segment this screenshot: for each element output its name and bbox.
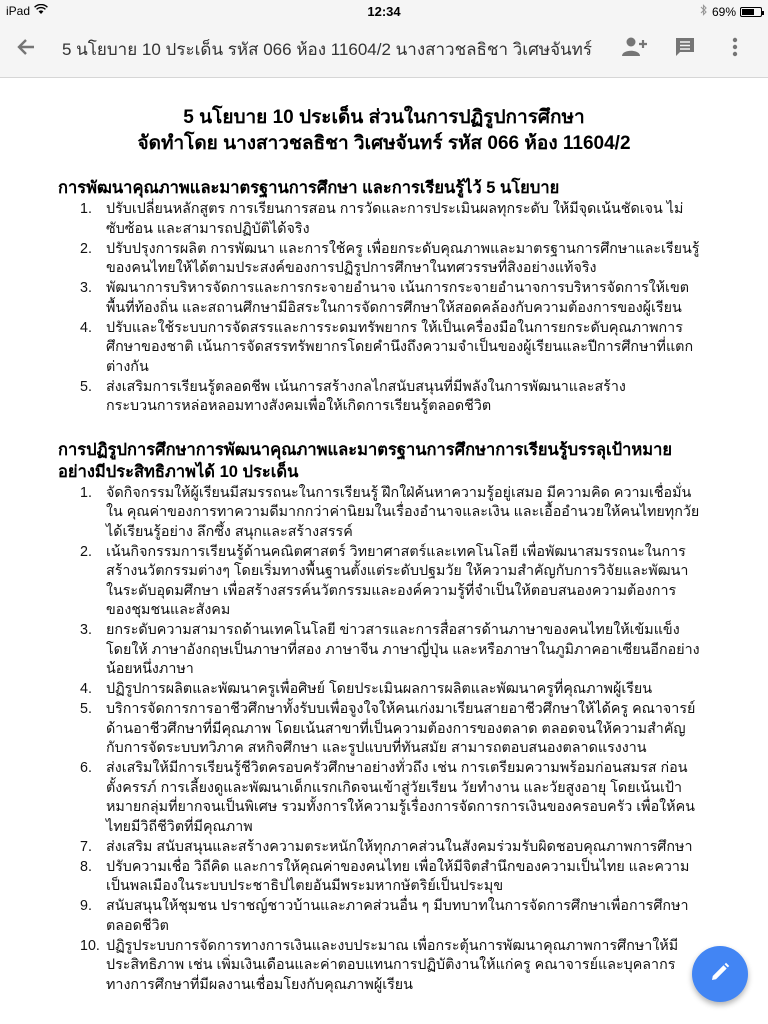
list-item-number: 3. <box>80 280 92 296</box>
edit-fab-button[interactable] <box>692 946 748 1002</box>
share-add-person-button[interactable] <box>612 27 658 73</box>
section-title: การปฏิรูปการศึกษาการพัฒนาคุณภาพและมาตรฐานการศึกษาการเรียนรู้บรรลุเป้าหมายอย่างมีประสิทธิภาพได้ 10 ประเด็น <box>58 440 673 481</box>
list-item <box>58 621 700 680</box>
list-item <box>58 279 700 318</box>
document-title: 5 นโยบาย 10 ประเด็น รหัส 066 ห้อง 11604/2 นางสาวชลธิชา วิเศษจันทร์ <box>62 40 593 59</box>
list-item <box>58 897 700 936</box>
list-item-text: ปรับเปลี่ยนหลักสูตร การเรียนการสอน การวัดและการประเมินผลทุกระดับ ให้มีจุดเน้นชัดเจน ไม่ซับซ้อน และสามารถปฏิบัติได้จริง <box>106 201 684 237</box>
list-item-number: 9. <box>80 898 92 914</box>
battery-icon <box>740 7 762 17</box>
device-name: iPad <box>6 4 31 18</box>
list-item-text: ปฏิรูประบบการจัดการทางการเงินและงบประมาณ เพื่อกระตุ้นการพัฒนาคุณภาพการศึกษาให้มีประสิทธิภาพ เช่น เพิ่มเงินเดือนและค่าตอบแทนการปฏิบัติงานให้แก่ครู คณาจารย์และบุคลากรทางการศึกษาที่มีผลงานเชื่อมโยงกับคุณภาพผู้เรียน <box>106 937 679 993</box>
list-item <box>58 838 700 858</box>
list-item-text: ปรับและใช้ระบบการจัดสรรและการระดมทรัพยากร ให้เป็นเครื่องมือในการยกระดับคุณภาพการศึกษาของชาติ เน้นการจัดสรรทรัพยากรโดยคำนึงถึงความจำเป็นของผู้เรียนและปีการศึกษาที่แตกต่างกัน <box>106 319 694 375</box>
document-heading <box>0 105 768 157</box>
list-item-number: 1. <box>80 201 92 217</box>
document-sections <box>58 177 700 995</box>
list-item <box>58 484 700 543</box>
document-view[interactable] <box>0 79 768 1024</box>
more-options-button[interactable] <box>712 27 758 73</box>
bluetooth-icon <box>700 4 708 19</box>
list-item-number: 3. <box>80 622 92 638</box>
list-item <box>58 200 700 239</box>
back-arrow-icon <box>16 37 36 62</box>
list-item <box>58 240 700 279</box>
list-item-text: ปฏิรูปการผลิตและพัฒนาครูเพื่อศิษย์ โดยประเมินผลการผลิตและพัฒนาครูที่คุณภาพผู้เรียน <box>106 681 653 697</box>
list-item-text: ปรับความเชื่อ วิถีคิด และการให้คุณค่าของคนไทย เพื่อให้มีจิตสำนึกของความเป็นไทย และความเป็นพลเมืองในระบบประชาธิปไตยอันมีพระมหากษัตริย์เป็นประมุข <box>106 858 690 894</box>
more-vert-icon <box>732 37 738 62</box>
add-person-icon <box>622 36 648 63</box>
battery-fill <box>742 9 754 15</box>
edit-pencil-icon <box>709 961 731 988</box>
list-item-number: 5. <box>80 701 92 717</box>
list-item <box>58 937 700 996</box>
list-item-number: 6. <box>80 760 92 776</box>
list-item-text: ส่งเสริม สนับสนุนและสร้างความตระหนักให้ทุกภาคส่วนในสังคมร่วมรับผิดชอบคุณภาพการศึกษา <box>106 838 693 855</box>
list-item-text: ยกระดับความสามารถด้านเทคโนโลยี ข่าวสารและการสื่อสารด้านภาษาของคนไทยให้เข้มแข็งโดยให้ ภาษาอังกฤษเป็นภาษาที่สอง ภาษาจีน ภาษาญี่ปุ่น และหรือภาษาในภูมิภาคอาเซียนอีกอย่างน้อยหนึ่งภาษา <box>106 622 700 677</box>
list-item <box>58 680 700 700</box>
list-item-number: 8. <box>80 858 92 875</box>
section-list <box>58 200 700 417</box>
comments-button[interactable] <box>662 27 708 73</box>
list-item-number: 5. <box>80 378 92 395</box>
list-item-text: บริการจัดการการอาชีวศึกษาทั้งรับบเพื่อจูงใจให้คนเก่งมาเรียนสายอาชีวศึกษาให้ได้ครู คณาจารย์ด้านอาชีวศึกษาที่มีคุณภาพ โดยเน้นสาขาที่เป็นความต้องการของตลาด ตลอดจนให้ความสำคัญกับการจัดระบบทวิภาค สหกิจศึกษา และรูปแบบที่ทันสมัย สามารถตอบสนองตลาดแรงงาน <box>106 701 696 756</box>
list-item <box>58 700 700 759</box>
comment-icon <box>674 36 696 63</box>
list-item-number: 2. <box>80 240 92 257</box>
app-bar <box>0 22 768 78</box>
list-item <box>58 759 700 837</box>
list-item-text: ส่งเสริมให้มีการเรียนรู้ชีวิตครอบครัวศึกษาอย่างทั่วถึง เช่น การเตรียมความพร้อมก่อนสมรส ก่อนตั้งครรภ์ การเลี้ยงดูและพัฒนาเด็กแรกเกิดจนเข้าสู่วัยเรียน วัยทำงาน และวัยสูงอายุ โดยเน้นเป้าหมายกลุ่มที่ยากจนเป็นพิเศษ รวมทั้งการให้ความรู้เรื่องการจัดการการเงินของครอบครัว เพื่อให้คนไทยมีวิถีชีวิตที่มีคุณภาพ <box>106 760 695 835</box>
status-bar <box>0 0 768 22</box>
list-item-number: 7. <box>80 838 92 855</box>
list-item <box>58 378 700 417</box>
clock: 12:34 <box>367 4 401 19</box>
list-item-number: 2. <box>80 543 92 560</box>
list-item <box>58 543 700 621</box>
list-item <box>58 319 700 378</box>
back-button[interactable] <box>0 22 52 78</box>
list-item-text: จัดกิจกรรมให้ผู้เรียนมีสมรรถนะในการเรียนรู้ ฝึกใฝ่ค้นหาความรู้อยู่เสมอ มีความคิด ความเชื่อมั่นใน คุณค่าของการทาความดีมากกว่าค่านิยมในเรื่องอำนาจและเงิน และเอื้ออำนวยให้คนไทยทุกวัยได้เรียนรู้อย่าง ลึกซึ้ง สนุกและสร้างสรรค์ <box>106 484 700 540</box>
list-item-text: ส่งเสริมการเรียนรู้ตลอดชีพ เน้นการสร้างกลไกสนับสนุนที่มีพลังในการพัฒนาและสร้างกระบวนการหล่อหลอมทางสังคมเพื่อให้เกิดการเรียนรู้ตลอดชีวิต <box>106 378 626 414</box>
list-item-number: 4. <box>80 319 92 336</box>
battery-percent: 69% <box>711 4 736 19</box>
heading-line-2: จัดทำโดย นางสาวชลธิชา วิเศษจันทร์ รหัส 066 ห้อง 11604/2 <box>137 133 631 154</box>
list-item-number: 4. <box>80 681 92 697</box>
list-item-text: เน้นกิจกรรมการเรียนรู้ด้านคณิตศาสตร์ วิทยาศาสตร์และเทคโนโลยี เพื่อพัฒนาสมรรถนะในการสร้างนวัตกรรมต่างๆ โดยเริ่มทางพื้นฐานตั้งแต่ระดับปฐมวัย ให้ความสำคัญกับการวิจัยและพัฒนาในระดับอุดมศึกษา เพื่อสร้างสรรค์นวัตกรรมและองค์ความรู้ที่จำเป็นให้ตอบสนองความต้องการของชุมชนและสังคม <box>106 543 689 618</box>
list-item-text: ปรับปรุงการผลิต การพัฒนา และการใช้ครู เพื่อยกระดับคุณภาพและมาตรฐานการศึกษาและเรียนรู้ของคนไทยให้ได้ตามประสงค์ของการปฏิรูปการศึกษาในทศวรรษที่สิงอย่างแท้จริง <box>106 240 700 276</box>
heading-line-1: 5 นโยบาย 10 ประเด็น ส่วนในการปฏิรูปการศึกษา <box>183 107 585 128</box>
list-item <box>58 858 700 897</box>
list-item-text: สนับสนุนให้ชุมชน ปราชญ์ชาวบ้านและภาคส่วนอื่น ๆ มีบทบาทในการจัดการศึกษาเพื่อการศึกษาตลอดชีวิต <box>106 898 689 934</box>
section-list <box>58 484 700 996</box>
list-item-number: 1. <box>80 484 92 501</box>
section-title: การพัฒนาคุณภาพและมาตรฐานการศึกษา และการเรียนรู้ไว้ 5 นโยบาย <box>58 179 560 197</box>
list-item-text: พัฒนาการบริหารจัดการและการกระจายอำนาจ เน้นการกระจายอำนาจการบริหารจัดการให้เขตพื้นที่ท้องถิ่น และสถานศึกษามีอิสระในการจัดการศึกษาให้สอดคล้องกับความต้องการของผู้เรียน <box>106 280 690 316</box>
list-item-number: 10. <box>80 937 100 954</box>
